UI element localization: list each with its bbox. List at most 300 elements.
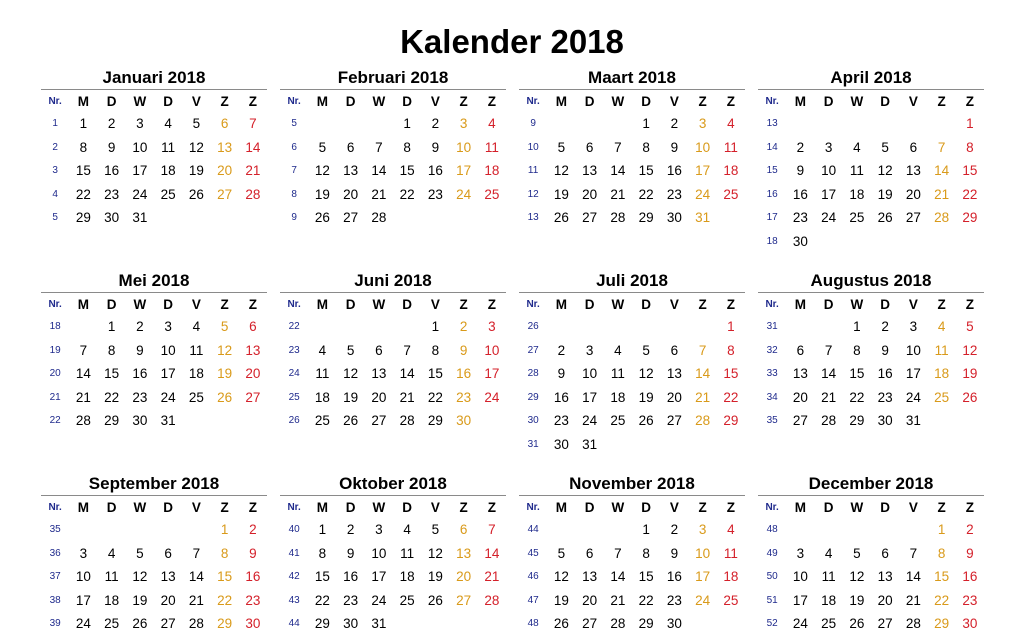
- week-row: [519, 112, 745, 136]
- day-cell: 14: [484, 545, 500, 561]
- week-number: 31: [766, 321, 778, 333]
- day-cell: 14: [610, 163, 626, 179]
- day-cell: 11: [934, 342, 949, 358]
- day-cell: 26: [427, 592, 443, 608]
- day-cell: 8: [937, 545, 946, 561]
- week-number: 50: [766, 571, 778, 583]
- week-row: [41, 409, 267, 433]
- weekday-label: W: [372, 499, 386, 515]
- week-number: 8: [291, 188, 297, 200]
- day-cell: 27: [456, 592, 472, 608]
- week-number: 35: [49, 524, 61, 536]
- day-cell: 13: [792, 366, 808, 382]
- day-cell: 16: [104, 163, 120, 179]
- day-cell: 3: [698, 116, 707, 132]
- month-title: Augustus 2018: [810, 271, 932, 290]
- week-number: 48: [527, 618, 539, 630]
- day-cell: 16: [427, 163, 443, 179]
- day-cell: 18: [821, 592, 837, 608]
- month-title: April 2018: [830, 68, 912, 87]
- day-cell: 26: [638, 413, 654, 429]
- day-cell: 28: [821, 413, 837, 429]
- day-cell: 12: [343, 366, 359, 382]
- day-cell: 14: [695, 366, 711, 382]
- weekday-label: M: [77, 93, 89, 109]
- day-cell: 24: [695, 186, 711, 202]
- day-cell: 29: [314, 616, 330, 632]
- week-row: [280, 565, 506, 589]
- day-cell: 18: [610, 389, 626, 405]
- weekday-label: M: [555, 296, 567, 312]
- day-cell: 7: [79, 342, 88, 358]
- weekday-label: D: [163, 296, 173, 312]
- day-cell: 15: [962, 163, 978, 179]
- weekday-label: D: [823, 499, 834, 515]
- day-cell: 7: [488, 522, 496, 538]
- day-cell: 21: [484, 569, 500, 585]
- day-cell: 8: [79, 139, 88, 155]
- day-cell: 9: [136, 342, 144, 358]
- day-cell: 14: [75, 366, 91, 382]
- day-cell: 16: [666, 163, 682, 179]
- week-row: [41, 339, 267, 363]
- week-row: [758, 542, 984, 566]
- week-row: [519, 339, 745, 363]
- day-cell: 26: [343, 413, 359, 429]
- day-cell: 14: [610, 569, 626, 585]
- week-row: [280, 315, 506, 339]
- day-cell: 31: [905, 413, 921, 429]
- week-row: [758, 315, 984, 339]
- day-cell: 12: [188, 139, 204, 155]
- day-cell: 14: [371, 163, 387, 179]
- weekday-label: Z: [487, 499, 496, 515]
- weekday-label: W: [133, 93, 147, 109]
- week-row: [758, 565, 984, 589]
- weekday-label: V: [908, 296, 918, 312]
- day-cell: 10: [905, 342, 921, 358]
- day-cell: 18: [104, 592, 120, 608]
- day-cell: 8: [107, 342, 116, 358]
- day-cell: 23: [427, 186, 443, 202]
- week-number: 1: [52, 118, 58, 130]
- weekday-label: Z: [487, 93, 496, 109]
- day-cell: 19: [427, 569, 443, 585]
- week-row: [41, 206, 267, 230]
- day-cell: 13: [905, 163, 921, 179]
- day-cell: 10: [484, 342, 500, 358]
- day-cell: 15: [217, 569, 233, 585]
- week-number-header: Nr.: [48, 298, 62, 310]
- week-number: 44: [527, 524, 539, 536]
- day-cell: 24: [821, 210, 837, 226]
- day-cell: 23: [104, 186, 120, 202]
- weekday-label: W: [372, 93, 386, 109]
- day-cell: 20: [371, 389, 387, 405]
- month-block: [41, 474, 267, 636]
- day-cell: 16: [553, 389, 569, 405]
- day-cell: 21: [371, 186, 387, 202]
- weekday-label: W: [850, 499, 864, 515]
- day-cell: 8: [966, 139, 974, 155]
- day-cell: 19: [877, 186, 893, 202]
- day-cell: 25: [821, 616, 837, 632]
- weekday-header: [41, 293, 267, 315]
- day-cell: 18: [188, 366, 204, 382]
- day-cell: 15: [104, 366, 120, 382]
- day-cell: 31: [160, 413, 176, 429]
- day-cell: 15: [314, 569, 330, 585]
- week-number: 6: [291, 141, 297, 153]
- week-number-header: Nr.: [526, 298, 540, 310]
- weekday-label: Z: [487, 296, 496, 312]
- week-row: [280, 183, 506, 207]
- day-cell: 10: [695, 139, 711, 155]
- day-cell: 22: [638, 592, 654, 608]
- day-cell: 7: [192, 545, 201, 561]
- day-cell: 1: [727, 319, 735, 335]
- day-cell: 3: [459, 116, 468, 132]
- weekday-label: D: [163, 93, 173, 109]
- day-cell: 5: [431, 522, 440, 538]
- weekday-header: [519, 293, 745, 315]
- day-cell: 3: [796, 545, 805, 561]
- day-cell: 27: [371, 413, 387, 429]
- week-number: 18: [766, 235, 778, 247]
- week-row: [280, 112, 506, 136]
- day-cell: 19: [638, 389, 654, 405]
- day-cell: 18: [723, 569, 739, 585]
- day-cell: 29: [638, 210, 654, 226]
- week-row: [41, 159, 267, 183]
- day-cell: 11: [821, 569, 836, 585]
- day-cell: 19: [553, 592, 569, 608]
- day-cell: 24: [695, 592, 711, 608]
- day-cell: 6: [909, 139, 918, 155]
- day-cell: 26: [314, 210, 330, 226]
- day-cell: 12: [314, 163, 330, 179]
- day-cell: 27: [905, 210, 921, 226]
- weekday-label: W: [850, 296, 864, 312]
- day-cell: 29: [849, 413, 865, 429]
- weekday-label: V: [430, 499, 440, 515]
- week-row: [519, 589, 745, 613]
- week-number: 28: [527, 368, 539, 380]
- day-cell: 25: [723, 186, 739, 202]
- day-cell: 20: [456, 569, 472, 585]
- month-block: [519, 68, 745, 230]
- weekday-label: V: [191, 93, 201, 109]
- day-cell: 28: [610, 616, 626, 632]
- day-cell: 25: [160, 186, 176, 202]
- weekday-label: Z: [698, 93, 707, 109]
- day-cell: 11: [723, 545, 738, 561]
- week-number: 40: [288, 524, 300, 536]
- day-cell: 24: [160, 389, 176, 405]
- week-number: 37: [49, 571, 61, 583]
- day-cell: 26: [188, 186, 204, 202]
- weekday-label: D: [584, 499, 595, 515]
- day-cell: 31: [132, 210, 148, 226]
- week-number: 15: [766, 165, 778, 177]
- weekday-label: M: [555, 93, 567, 109]
- month-block: [758, 474, 984, 636]
- weekday-label: V: [908, 93, 918, 109]
- week-number: 42: [288, 571, 300, 583]
- day-cell: 29: [934, 616, 950, 632]
- week-row: [519, 409, 745, 433]
- day-cell: 20: [582, 186, 598, 202]
- day-cell: 28: [371, 210, 387, 226]
- day-cell: 8: [318, 545, 327, 561]
- day-cell: 27: [666, 413, 682, 429]
- day-cell: 25: [314, 413, 330, 429]
- week-row: [758, 409, 984, 433]
- day-cell: 16: [666, 569, 682, 585]
- week-number: 43: [288, 594, 300, 606]
- day-cell: 19: [314, 186, 330, 202]
- week-number: 31: [527, 438, 539, 450]
- day-cell: 22: [638, 186, 654, 202]
- day-cell: 3: [79, 545, 88, 561]
- weekday-label: V: [669, 296, 679, 312]
- day-cell: 2: [459, 319, 468, 335]
- day-cell: 11: [400, 545, 415, 561]
- day-cell: 21: [695, 389, 711, 405]
- month-block: [758, 68, 984, 253]
- weekday-header: [758, 293, 984, 315]
- day-cell: 7: [614, 139, 622, 155]
- day-cell: 26: [849, 616, 865, 632]
- weekday-label: W: [850, 93, 864, 109]
- week-row: [280, 612, 506, 636]
- day-cell: 7: [375, 139, 383, 155]
- day-cell: 6: [881, 545, 889, 561]
- day-cell: 4: [824, 545, 833, 561]
- week-row: [758, 518, 984, 542]
- week-number: 4: [52, 188, 58, 200]
- day-cell: 25: [934, 389, 950, 405]
- week-row: [758, 612, 984, 636]
- weekday-label: D: [880, 499, 890, 515]
- day-cell: 19: [553, 186, 569, 202]
- weekday-header: [519, 90, 745, 112]
- day-cell: 6: [249, 319, 257, 335]
- week-row: [280, 159, 506, 183]
- day-cell: 25: [849, 210, 865, 226]
- weekday-label: D: [345, 499, 356, 515]
- weekday-label: Z: [937, 499, 946, 515]
- day-cell: 23: [245, 592, 261, 608]
- day-cell: 15: [638, 569, 654, 585]
- month-title: Juni 2018: [354, 271, 432, 290]
- day-cell: 10: [821, 163, 837, 179]
- day-cell: 25: [188, 389, 204, 405]
- day-cell: 20: [245, 366, 261, 382]
- day-cell: 10: [695, 545, 711, 561]
- day-cell: 12: [553, 163, 569, 179]
- weekday-label: Z: [698, 296, 707, 312]
- weekday-label: M: [316, 93, 328, 109]
- day-cell: 5: [881, 139, 889, 155]
- week-row: [41, 565, 267, 589]
- day-cell: 12: [638, 366, 654, 382]
- day-cell: 8: [727, 342, 735, 358]
- weekday-label: Z: [726, 296, 735, 312]
- week-number: 9: [291, 212, 297, 224]
- weekday-label: D: [641, 499, 651, 515]
- week-row: [519, 542, 745, 566]
- weekday-label: M: [77, 296, 89, 312]
- weekday-label: M: [316, 499, 328, 515]
- day-cell: 26: [553, 616, 569, 632]
- day-cell: 20: [792, 389, 808, 405]
- day-cell: 10: [371, 545, 387, 561]
- day-cell: 13: [217, 139, 233, 155]
- weekday-header: [758, 90, 984, 112]
- day-cell: 22: [104, 389, 120, 405]
- week-number: 7: [291, 165, 297, 177]
- weekday-label: V: [430, 296, 440, 312]
- day-cell: 31: [371, 616, 387, 632]
- month-title: Februari 2018: [337, 68, 449, 87]
- week-row: [280, 386, 506, 410]
- weekday-label: Z: [459, 93, 468, 109]
- day-cell: 28: [399, 413, 415, 429]
- week-number: 38: [49, 594, 61, 606]
- day-cell: 6: [220, 116, 229, 132]
- day-cell: 9: [670, 545, 679, 561]
- day-cell: 13: [582, 569, 598, 585]
- week-number: 22: [288, 321, 300, 333]
- weekday-header: [280, 496, 506, 518]
- day-cell: 24: [456, 186, 472, 202]
- week-row: [758, 362, 984, 386]
- week-number: 48: [766, 524, 778, 536]
- day-cell: 2: [136, 319, 144, 335]
- day-cell: 5: [136, 545, 144, 561]
- weekday-label: W: [611, 296, 625, 312]
- day-cell: 25: [399, 592, 415, 608]
- day-cell: 6: [670, 342, 679, 358]
- day-cell: 11: [723, 139, 738, 155]
- day-cell: 1: [853, 319, 861, 335]
- week-number: 32: [766, 344, 778, 356]
- week-number: 35: [766, 415, 778, 427]
- day-cell: 14: [905, 569, 921, 585]
- day-cell: 15: [427, 366, 443, 382]
- day-cell: 23: [877, 389, 893, 405]
- day-cell: 27: [582, 210, 598, 226]
- weekday-label: Z: [937, 93, 946, 109]
- day-cell: 24: [371, 592, 387, 608]
- day-cell: 21: [821, 389, 837, 405]
- week-number: 3: [52, 165, 58, 177]
- day-cell: 22: [217, 592, 233, 608]
- week-row: [41, 612, 267, 636]
- day-cell: 23: [343, 592, 359, 608]
- weekday-label: Z: [965, 93, 974, 109]
- day-cell: 13: [160, 569, 176, 585]
- week-number: 34: [766, 391, 778, 403]
- weekday-label: D: [880, 296, 890, 312]
- day-cell: 1: [107, 319, 116, 335]
- week-number: 44: [288, 618, 300, 630]
- day-cell: 10: [582, 366, 598, 382]
- day-cell: 12: [962, 342, 978, 358]
- week-number: 16: [766, 188, 778, 200]
- day-cell: 1: [431, 319, 440, 335]
- day-cell: 8: [431, 342, 440, 358]
- day-cell: 2: [966, 522, 974, 538]
- week-row: [519, 183, 745, 207]
- day-cell: 2: [107, 116, 116, 132]
- week-number-header: Nr.: [287, 298, 301, 310]
- day-cell: 5: [346, 342, 355, 358]
- day-cell: 4: [192, 319, 201, 335]
- day-cell: 22: [75, 186, 91, 202]
- day-cell: 20: [343, 186, 359, 202]
- day-cell: 6: [346, 139, 355, 155]
- day-cell: 29: [104, 413, 120, 429]
- day-cell: 28: [484, 592, 500, 608]
- day-cell: 5: [192, 116, 201, 132]
- weekday-header: [280, 90, 506, 112]
- day-cell: 26: [217, 389, 233, 405]
- weekday-label: Z: [459, 499, 468, 515]
- weekday-label: W: [372, 296, 386, 312]
- day-cell: 23: [666, 592, 682, 608]
- day-cell: 28: [75, 413, 91, 429]
- day-cell: 30: [132, 413, 148, 429]
- day-cell: 16: [962, 569, 978, 585]
- weekday-header: [280, 293, 506, 315]
- weekday-label: D: [641, 296, 651, 312]
- day-cell: 30: [553, 436, 569, 452]
- weekday-label: Z: [726, 93, 735, 109]
- week-number-header: Nr.: [765, 501, 779, 513]
- day-cell: 8: [403, 139, 411, 155]
- day-cell: 1: [642, 522, 650, 538]
- day-cell: 17: [160, 366, 176, 382]
- day-cell: 11: [161, 139, 176, 155]
- day-cell: 23: [456, 389, 472, 405]
- day-cell: 20: [905, 186, 921, 202]
- day-cell: 25: [610, 413, 626, 429]
- day-cell: 4: [937, 319, 946, 335]
- week-number: 18: [49, 321, 61, 333]
- week-row: [280, 206, 506, 230]
- day-cell: 2: [249, 522, 257, 538]
- week-number: 30: [527, 415, 539, 427]
- day-cell: 3: [585, 342, 594, 358]
- week-row: [519, 315, 745, 339]
- day-cell: 11: [484, 139, 499, 155]
- weekday-label: D: [345, 93, 356, 109]
- month-block: [41, 68, 267, 230]
- day-cell: 14: [188, 569, 204, 585]
- weekday-label: Z: [220, 93, 229, 109]
- day-cell: 26: [962, 389, 978, 405]
- day-cell: 3: [136, 116, 144, 132]
- day-cell: 1: [79, 116, 88, 132]
- day-cell: 12: [849, 569, 865, 585]
- month-title: Januari 2018: [102, 68, 206, 87]
- month-block: [519, 271, 745, 456]
- day-cell: 12: [877, 163, 893, 179]
- day-cell: 6: [796, 342, 805, 358]
- day-cell: 14: [399, 366, 415, 382]
